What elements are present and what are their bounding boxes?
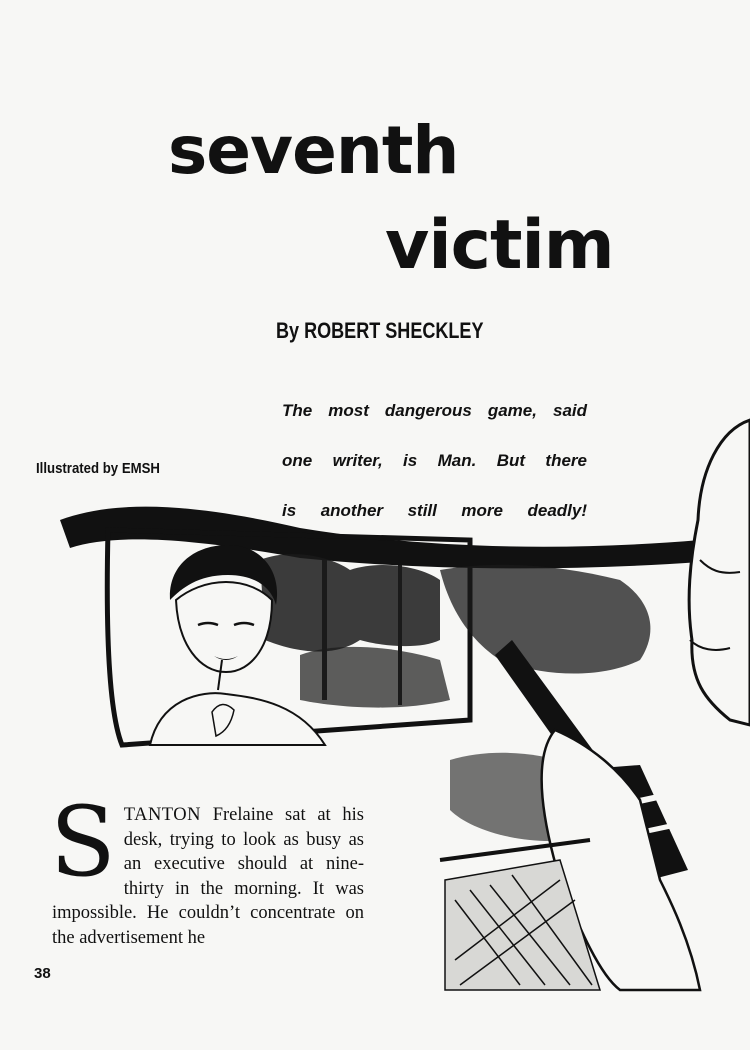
lead-in: TANTON (123, 805, 201, 825)
tagline (282, 386, 587, 536)
title-line-1: seventh (168, 112, 459, 189)
story-body (50, 786, 364, 950)
tagline-line: is another still more deadly! (282, 501, 587, 520)
paragraph-text: Frelaine sat at his desk, trying to look as busy as an executive should at nine-thirty in the morning. It was impossible. He couldn’t concentrate on the advertisement he (52, 805, 364, 948)
tagline-line: The most dangerous game, said (282, 401, 587, 420)
tagline-line: one writer, is Man. But there (282, 451, 587, 470)
byline: By ROBERT SHECKLEY (276, 318, 484, 343)
title-line-2: victim (385, 206, 614, 285)
illustrator-credit: Illustrated by EMSH (36, 460, 160, 477)
drop-cap: S (50, 786, 116, 898)
page-number: 38 (34, 965, 51, 982)
